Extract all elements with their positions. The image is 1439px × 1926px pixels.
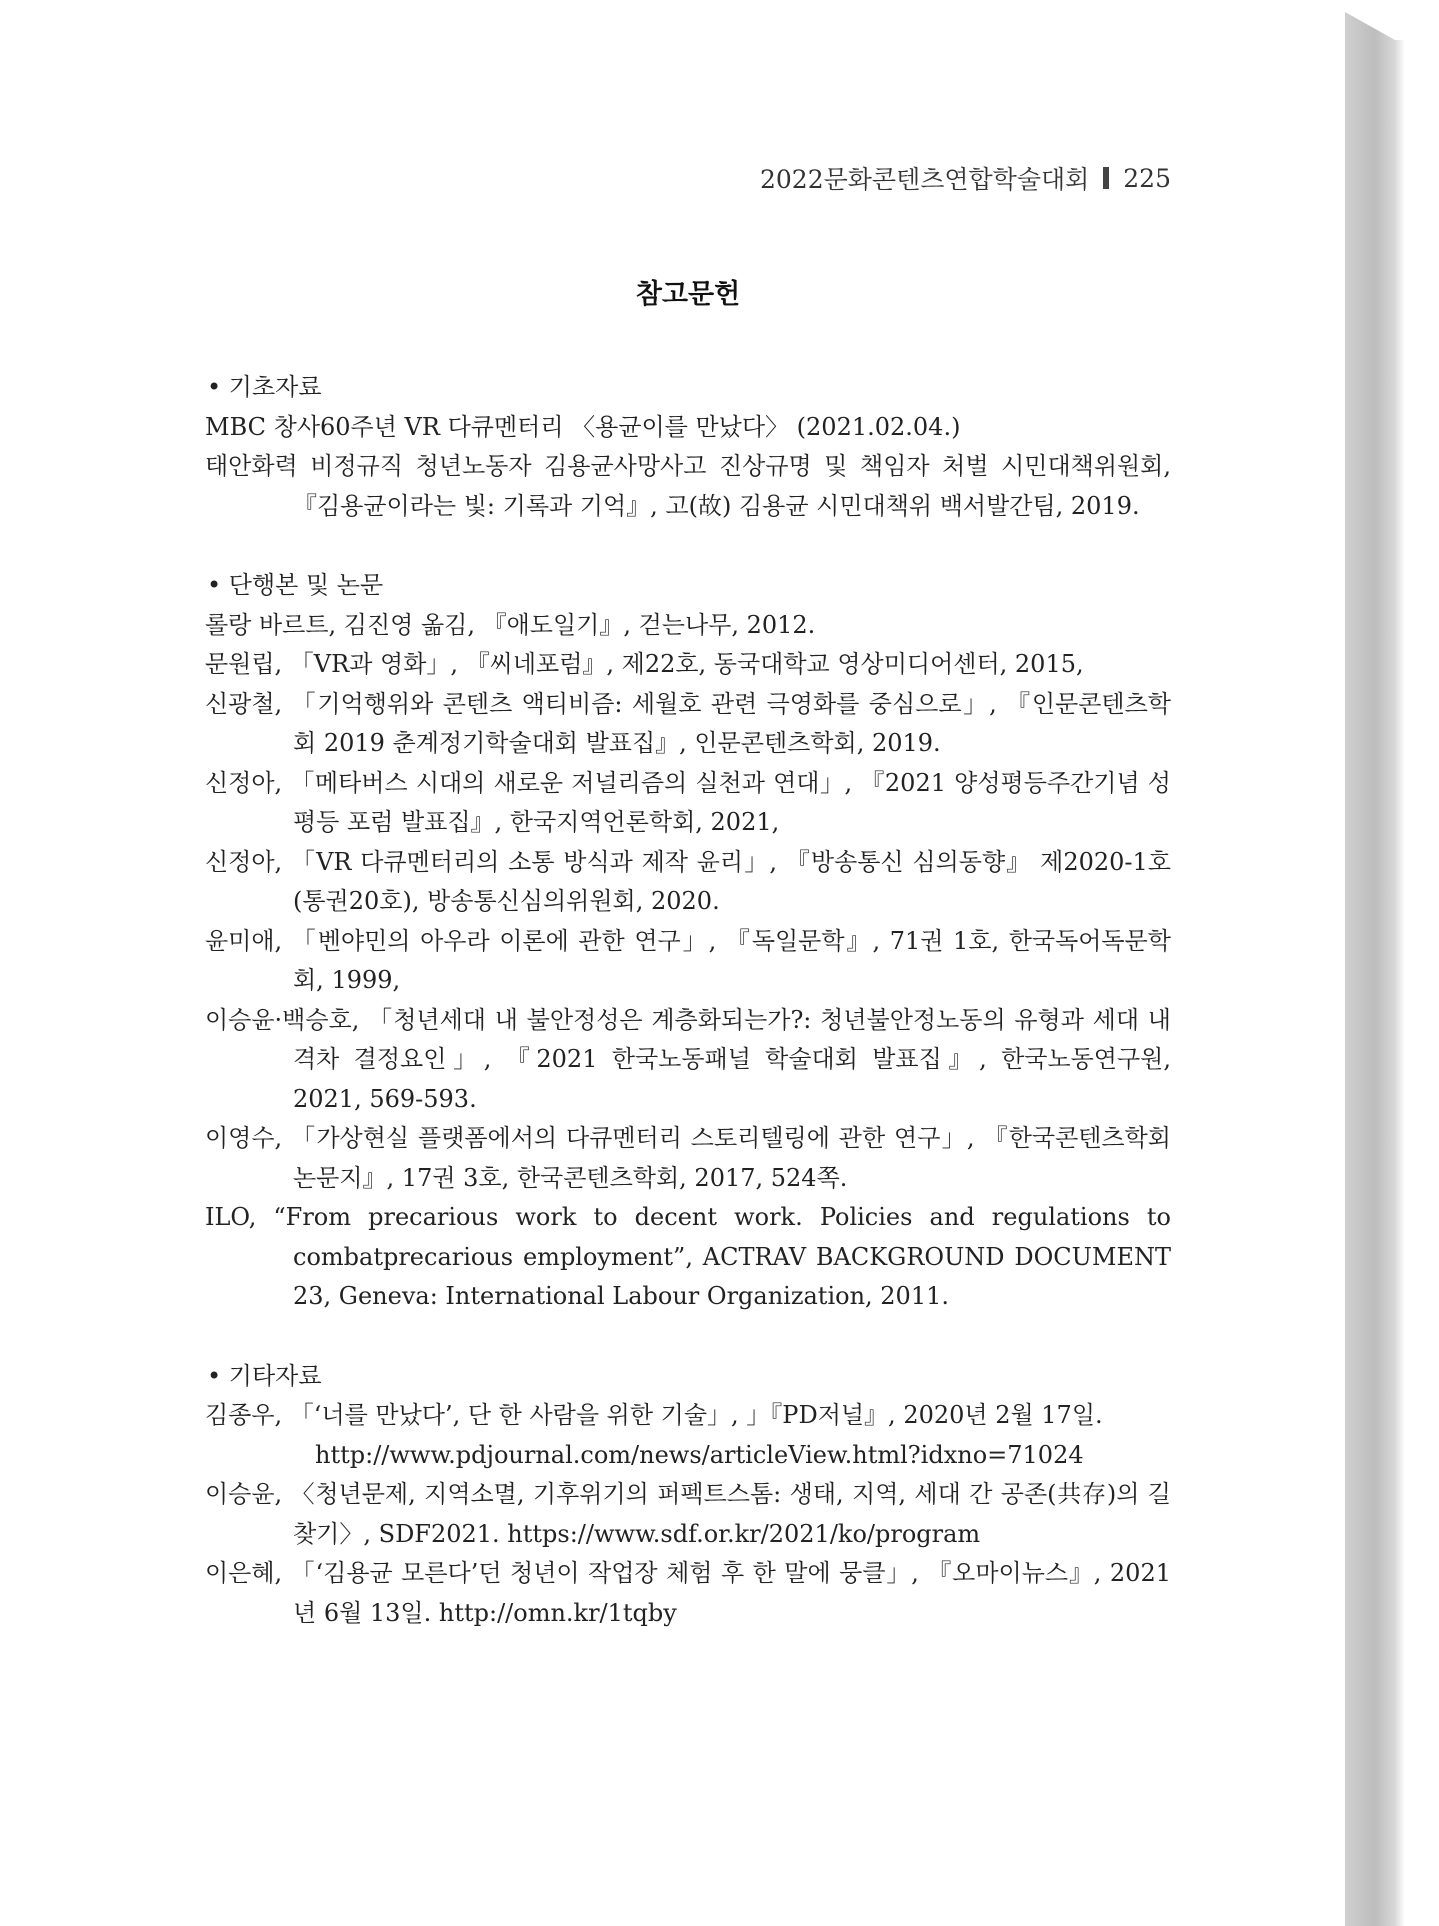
page-stack-edge <box>1345 12 1395 1926</box>
spacer <box>205 526 1171 566</box>
reference-entry: 신광철, 「기억행위와 콘텐츠 액티비즘: 세월호 관련 극영화를 중심으로」, 『인문콘텐츠학회 2019 춘계정기학술대회 발표집』, 인문콘텐츠학회, 2019. <box>205 689 1171 757</box>
separator-bar <box>1103 167 1109 189</box>
reference-entry: 태안화력 비정규직 청년노동자 김용균사망사고 진상규명 및 책임자 처벌 시민대책위원회, 『김용균이라는 빛: 기록과 기억』, 고(故) 김용균 시민대책위 백서발간팀, 2019. <box>205 452 1171 520</box>
reference-entry: 롤랑 바르트, 김진영 옮김, 『애도일기』, 걷는나무, 2012. <box>205 610 816 639</box>
reference-entry: 신정아, 「메타버스 시대의 새로운 저널리즘의 실천과 연대」, 『2021 양성평등주간기념 성평등 포럼 발표집』, 한국지역언론학회, 2021, <box>205 768 1171 836</box>
reference-entry: ILO, “From precarious work to decent work. Policies and regulations to combatprecarious employment”, ACTRAV BACKGROUND DOCUMENT 23, Geneva: International Labour Organization, 2011. <box>205 1203 1171 1310</box>
reference-entry: 윤미애, 「벤야민의 아우라 이론에 관한 연구」, 『독일문학』, 71권 1호, 한국독어독문학회, 1999, <box>205 926 1171 994</box>
running-head <box>760 160 1171 196</box>
reference-entry: 이승윤·백승호, 「청년세대 내 불안정성은 계층화되는가?: 청년불안정노동의 유형과 세대 내 격차 결정요인」, 『2021 한국노동패널 학술대회 발표집』, 한국노동연구원, 2021, 569-593. <box>205 1005 1171 1113</box>
category-heading: • 단행본 및 논문 <box>207 571 384 599</box>
reference-entry: 신정아, 「VR 다큐멘터리의 소통 방식과 제작 윤리」, 『방송통신 심의동향』 제2020-1호(통권20호), 방송통신심의위원회, 2020. <box>205 847 1171 915</box>
reference-list <box>205 368 1171 1633</box>
conference-title: 2022문화콘텐츠연합학술대회 <box>760 165 1090 194</box>
reference-text: 김종우, 「‘너를 만났다’, 단 한 사람을 위한 기술」, 」『PD저널』, 2020년 2월 17일. <box>205 1401 1103 1429</box>
reference-entry: 문원립, 「VR과 영화」, 『씨네포럼』, 제22호, 동국대학교 영상미디어센터, 2015, <box>205 650 1084 678</box>
reference-entry: 이영수, 「가상현실 플랫폼에서의 다큐멘터리 스토리텔링에 관한 연구」, 『한국콘텐츠학회논문지』, 17권 3호, 한국콘텐츠학회, 2017, 524쪽. <box>205 1124 1171 1192</box>
reference-entry: MBC 창사60주년 VR 다큐멘터리 〈용균이를 만났다〉 (2021.02.04.) <box>205 412 961 441</box>
reference-entry: 이은혜, 「‘김용균 모른다’던 청년이 작업장 체험 후 한 말에 뭉클」, 『오마이뉴스』, 2021년 6월 13일. http://omn.kr/1tqby <box>205 1559 1171 1627</box>
category-heading: • 기초자료 <box>207 373 322 401</box>
reference-entry <box>205 1396 1171 1475</box>
page-shadow <box>1395 40 1405 1926</box>
reference-url: http://www.pdjournal.com/news/articleView.html?idxno=71024 <box>315 1440 1084 1469</box>
spacer <box>205 1317 1171 1357</box>
section-title: 참고문헌 <box>635 279 741 310</box>
category-heading: • 기타자료 <box>207 1361 322 1390</box>
reference-entry: 이승윤, 〈청년문제, 지역소멸, 기후위기의 퍼펙트스톰: 생태, 지역, 세대 간 공존(共存)의 길 찾기〉, SDF2021. https://www.sdf.or.kr/2021/ko/program <box>205 1480 1171 1548</box>
page-number: 225 <box>1123 163 1171 193</box>
